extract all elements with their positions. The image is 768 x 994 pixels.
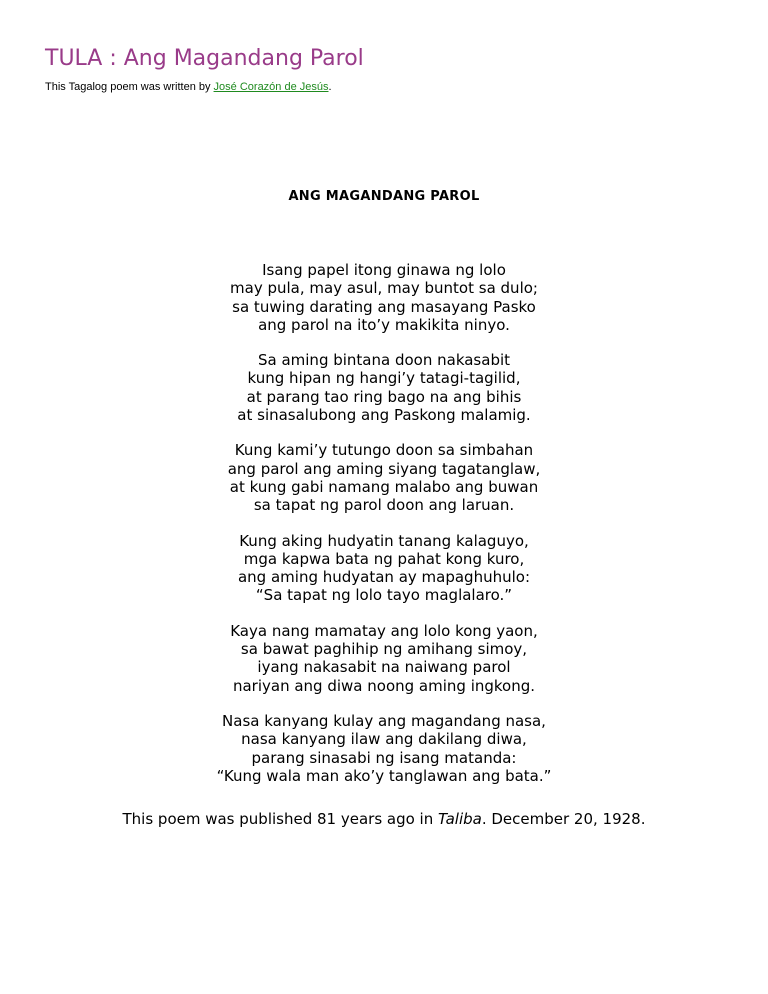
poem-line: Kaya nang mamatay ang lolo kong yaon, [230, 621, 538, 640]
stanza-6 [0, 712, 768, 785]
publication-name: Taliba [438, 810, 482, 828]
poem-line: may pula, may asul, may buntot sa dulo; [230, 279, 538, 298]
byline [45, 79, 332, 95]
poem-line: kung hipan ng hangi’y tatagi-tagilid, [247, 369, 521, 388]
stanza-2 [0, 351, 768, 424]
byline-suffix: . [328, 81, 332, 93]
publication-note [0, 809, 768, 829]
poem-body [0, 261, 768, 802]
poem-line: Kung aking hudyatin tanang kalaguyo, [239, 531, 529, 550]
poem-line: at parang tao ring bago na ang bihis [246, 387, 522, 406]
poem-line: ang parol ang aming siyang tagatanglaw, [227, 459, 541, 478]
stanza-1 [0, 261, 768, 334]
stanza-4 [0, 532, 768, 605]
poem-line: ang parol na ito’y makikita ninyo. [258, 315, 510, 334]
poem-line: Sa aming bintana doon nakasabit [257, 351, 511, 370]
poem-line: sa tapat ng parol doon ang laruan. [253, 496, 515, 515]
poem-line: nasa kanyang ilaw ang dakilang diwa, [241, 730, 527, 749]
poem-line: sa tuwing darating ang masayang Pasko [232, 297, 536, 316]
byline-prefix: This Tagalog poem was written by [45, 81, 214, 93]
poem-line: Nasa kanyang kulay ang magandang nasa, [222, 711, 546, 730]
poem-line: ang aming hudyatan ay mapaghuhulo: [237, 568, 530, 587]
stanza-5 [0, 622, 768, 695]
page-title: TULA : Ang Magandang Parol [45, 46, 364, 71]
publication-prefix: This poem was published 81 years ago in [122, 810, 438, 828]
author-link[interactable]: José Corazón de Jesús [213, 81, 329, 93]
poem-line: sa bawat paghihip ng amihang simoy, [240, 640, 528, 659]
poem-line: “Sa tapat ng lolo tayo maglalaro.” [255, 586, 513, 605]
poem-line: Kung kami’y tutungo doon sa simbahan [234, 441, 534, 460]
poem-line: Isang papel itong ginawa ng lolo [262, 261, 506, 279]
poem-line: nariyan ang diwa noong aming ingkong. [232, 676, 536, 695]
poem-line: iyang nakasabit na naiwang parol [257, 658, 511, 677]
publication-suffix: . December 20, 1928. [481, 810, 646, 828]
poem-line: mga kapwa bata ng pahat kong kuro, [243, 549, 525, 568]
poem-heading: ANG MAGANDANG PAROL [288, 189, 480, 204]
poem-line: “Kung wala man ako’y tanglawan ang bata.” [216, 766, 552, 785]
stanza-3 [0, 441, 768, 514]
poem-line: at sinasalubong ang Paskong malamig. [237, 406, 531, 425]
poem-line: parang sinasabi ng isang matanda: [251, 748, 517, 767]
poem-line: at kung gabi namang malabo ang buwan [229, 477, 539, 496]
